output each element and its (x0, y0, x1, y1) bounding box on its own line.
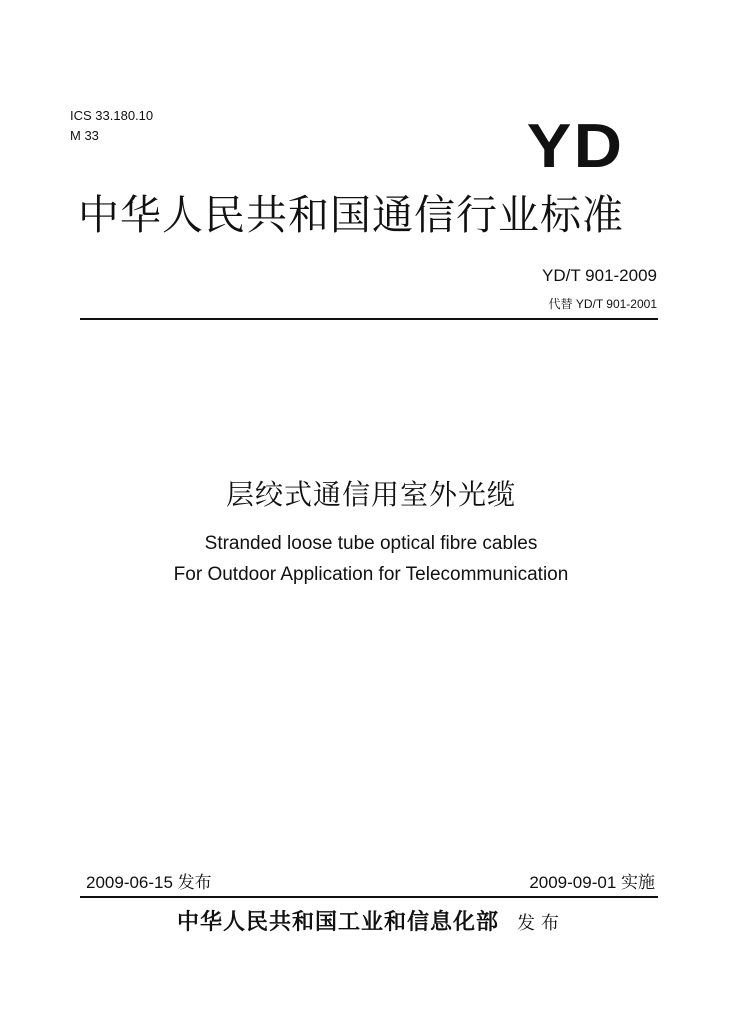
implementation-date: 2009-09-01 实施 (529, 873, 655, 892)
publisher-name: 中华人民共和国工业和信息化部 (176, 909, 499, 935)
ics-code: ICS 33.180.10 (70, 108, 154, 123)
title-english-line-1: Stranded loose tube optical fibre cables (204, 533, 538, 554)
publisher-line (0, 907, 742, 939)
classification-code: M 33 (70, 128, 99, 143)
yd-logo: YD (526, 112, 624, 181)
standard-number: YD/T 901-2009 (542, 266, 657, 285)
bottom-divider (80, 896, 658, 898)
standard-category: 中华人民共和国通信行业标准 (78, 191, 624, 239)
publisher-verb: 发布 (517, 913, 565, 934)
title-chinese: 层绞式通信用室外光缆 (225, 478, 516, 511)
replaces-note: 代替 YD/T 901-2001 (548, 297, 657, 311)
issue-date: 2009-06-15 发布 (86, 873, 212, 892)
top-divider (80, 318, 658, 320)
title-english-line-2: For Outdoor Application for Telecommunication (173, 564, 569, 585)
